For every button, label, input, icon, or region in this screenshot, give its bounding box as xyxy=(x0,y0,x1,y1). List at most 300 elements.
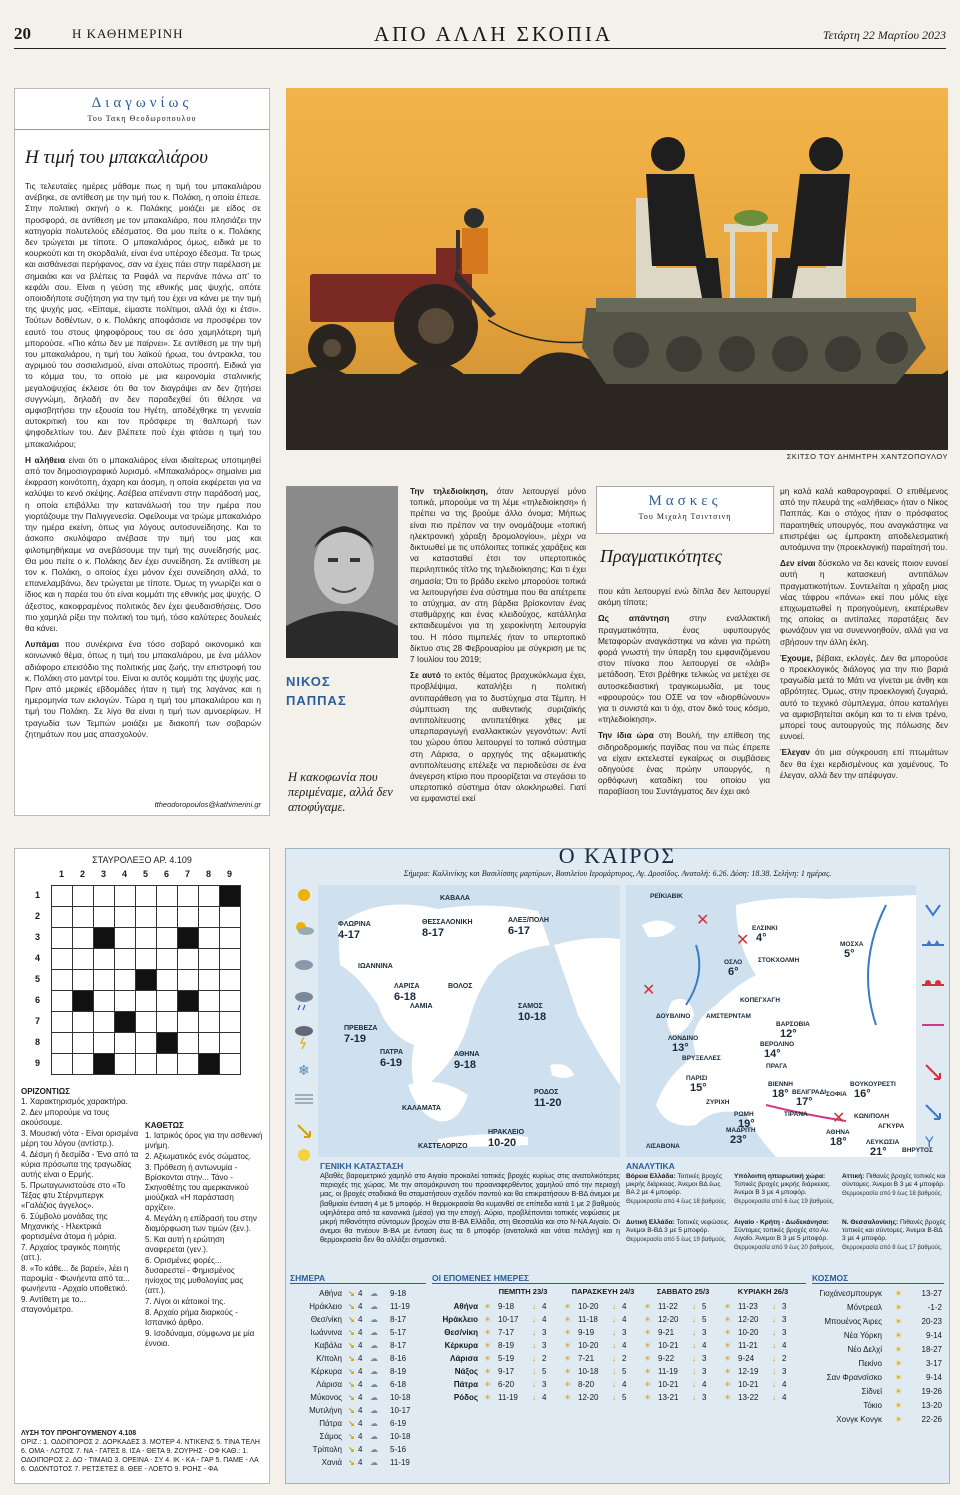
city-temperature: 21° xyxy=(870,1146,887,1158)
wind-arrow-icon: ↓ xyxy=(532,1315,536,1324)
crossword-cell[interactable] xyxy=(156,906,178,928)
crossword-cell[interactable] xyxy=(51,1011,73,1033)
sun-icon: ☀ xyxy=(644,1328,652,1337)
crossword-cell[interactable] xyxy=(114,948,136,970)
wind-force: 4 xyxy=(358,1328,363,1337)
crossword-cell[interactable] xyxy=(198,948,220,970)
cloud-icon: ☁ xyxy=(370,1341,378,1350)
city-temperature: 6° xyxy=(728,966,739,978)
crossword-cell[interactable] xyxy=(135,906,157,928)
day-header: ΚΥΡΙΑΚΗ 26/3 xyxy=(737,1287,789,1296)
crossword-cell[interactable] xyxy=(198,990,220,1012)
crossword-cell[interactable] xyxy=(135,1011,157,1033)
crossword-cell[interactable] xyxy=(156,990,178,1012)
sun-icon: ☀ xyxy=(484,1341,492,1350)
down-title: ΚΑΘΕΤΩΣ xyxy=(145,1121,184,1130)
wind-arrow-icon: ↘ xyxy=(348,1406,355,1415)
page-number: 20 xyxy=(14,24,31,43)
author-last-name: ΠΑΠΠΑΣ xyxy=(286,693,347,708)
temperature: 9-18 xyxy=(498,1302,515,1311)
day-header: ΠΕΜΠΤΗ 23/3 xyxy=(498,1287,548,1296)
region-name: Δυτική Ελλάδα: xyxy=(626,1219,675,1226)
crossword-cell[interactable] xyxy=(114,990,136,1012)
temperature: 9-21 xyxy=(658,1328,675,1337)
crossword-cell[interactable] xyxy=(135,990,157,1012)
city-label: ΑΘΗΝΑ xyxy=(826,1129,850,1136)
temperature: 3-17 xyxy=(925,1359,942,1368)
city-name: Μόντρεαλ xyxy=(846,1303,882,1312)
column-name: Διαγωνίως xyxy=(91,95,193,111)
across-clue: 8. «Το κάθε... δε βαρεί», λέει η παροιμία - Φωνήεντα από τα... φωνήεντα - Αρχαίο υποθετικό. xyxy=(21,1264,130,1293)
city-temperature: 19° xyxy=(738,1118,755,1130)
maskes-body-continued xyxy=(780,486,948,816)
temperature: 6-18 xyxy=(390,1380,407,1389)
across-clue: 3. Μουσική νότα - Είναι ορισμένα μέρη του λόγου (αντίστρ.). xyxy=(21,1129,139,1148)
wind-force: 3 xyxy=(702,1367,707,1376)
europe-map xyxy=(626,885,933,1158)
paragraph: Έχουμε, βέβαια, εκλογές. Δεν θα μπορούσε ο προεκλογικός διάλογος για την πιο βαριά τραγωδία μετά το Μάτι να γίνεται με άνθη και αβρότητες. Όμως, στην προεκλογική ζυγαριά, αυτό το τεχνικό σύμπλεγμα, όπου καταλήγει να αμφισβητείται ακόμη και το τι είναι τρένο, μπορεί τους αυτουργούς της πόλωσης δεν ευνοεί. xyxy=(780,652,948,742)
crossword-cell[interactable] xyxy=(114,1053,136,1075)
wind-force: 3 xyxy=(782,1367,787,1376)
column-number: 3 xyxy=(101,869,107,879)
temperature: 20-23 xyxy=(921,1317,942,1326)
legend-icons xyxy=(290,885,318,1165)
temperature: 7-21 xyxy=(578,1354,595,1363)
column-author: Του Τακη Θεοδωροπουλου xyxy=(87,114,197,123)
section-title: ΑΠΟ ΑΛΛΗ ΣΚΟΠΙΑ xyxy=(374,22,614,46)
paragraph: Την τηλεδιοίκηση, όταν λειτουργεί μόνο τοπικά, μπορούμε να τη λέμε «τηλεδιοίκηση» ή πρέπει να της βρούμε άλλο όνομα; Μήπως είναι πιο πρέπον να την ονομάζουμε «τοπική ηλεκτρονική χάραξη δρομολογίου», μέχρι να δικτυωθεί με τις υπόλοιπες τοπικές χαράξεις και να κατασταθεί έτσι τον υπερτοπικός περιληπτικός τίτλο της τηλεδιοίκησης; Και τι έχει σημασία; Ότι το βράδυ εκείνο μπορούσε τοπικά να λειτουργήσει ένα σύστημα που θα απέτρεπε το ατύχημα, αν στη βάρδια βρίσκονταν ένας σταθμάρχης και ένας κλειδούχος, κατάλληλα εκπαιδευμένοι για τη χειροκίνητη λειτουργία του. Η πόσο πιμπελές ήταν το υπερτοπικό δίκτυο στις 28 Φεβρουαρίου με σύγκριση με τις 7 Ιουλίου του 2019; xyxy=(410,486,586,665)
crossword-cell[interactable] xyxy=(51,885,73,907)
svg-text:✕: ✕ xyxy=(642,980,656,999)
paragraph: Λυπάμαι που συνέκρινα ένα τόσο σοβαρό οικονομικό και κοινωνικό θέμα, όπως η τιμή του μπακαλιάρου, με ένα μάλλον αδιάφορο επεισόδιο της πολιτικής μας ζωής, την επιστροφή του κ. Πολάκη στο μαντρί του. Είναι κι αυτός κομμάτι της ψυχής μας. Πριν από μερικές εβδομάδες ήταν η τιμή της λαγάνας και η ημερομηνία των εκλογών. Τώρα η τιμή του μπακαλιάρου και η τιμή του Πολάκη. Σε λίγο θα είναι η τιμή των αμνοερίφων. Η τραγωδία των Τεμπών μοιάζει με διακοπή των σοβαρών ζητημάτων που μας απασχολούν. xyxy=(25,639,261,739)
crossword-cell[interactable] xyxy=(114,927,136,949)
wind-force: 4 xyxy=(358,1289,363,1298)
sun-icon: ☀ xyxy=(564,1380,572,1389)
temperature: 10-21 xyxy=(658,1380,679,1389)
crossword-cell[interactable] xyxy=(219,1011,241,1033)
sun-icon: ☀ xyxy=(894,1359,902,1368)
cloud-icon: ☁ xyxy=(370,1328,378,1337)
crossword-cell[interactable] xyxy=(114,1032,136,1054)
temperature: 8-19 xyxy=(390,1367,407,1376)
crossword-cell[interactable] xyxy=(51,990,73,1012)
temperature: 8-20 xyxy=(578,1380,595,1389)
crossword-cell[interactable] xyxy=(93,885,115,907)
wind-force: 4 xyxy=(542,1393,547,1402)
wind-force: 2 xyxy=(542,1354,547,1363)
crossword-cell[interactable] xyxy=(177,906,199,928)
sun-icon xyxy=(298,889,310,901)
sun-icon: ☀ xyxy=(724,1315,732,1324)
crossword-cell[interactable] xyxy=(198,1032,220,1054)
temperature: 8-19 xyxy=(498,1341,515,1350)
temperature: 5-17 xyxy=(390,1328,407,1337)
crossword-cell[interactable] xyxy=(93,1032,115,1054)
general-situation xyxy=(320,1161,620,1265)
sun-icon: ☀ xyxy=(894,1317,902,1326)
city-label: ΑΛΕΞ/ΠΟΛΗ xyxy=(508,917,549,924)
temperature: 13-20 xyxy=(921,1401,942,1410)
city-name: Ηράκλειο xyxy=(309,1302,342,1311)
sun-icon: ☀ xyxy=(894,1373,902,1382)
wind-force: 5 xyxy=(622,1367,627,1376)
down-clue: 8. Αρχαίο ρήμα διαρκούς - Ισπανικό άρθρο. xyxy=(145,1308,238,1327)
today-row xyxy=(290,1287,426,1300)
crossword-cell[interactable] xyxy=(198,927,220,949)
city-name: Πάτρα xyxy=(453,1380,478,1389)
row-number: 7 xyxy=(35,1016,41,1026)
temperature: 10-21 xyxy=(658,1341,679,1350)
crossword-cell[interactable] xyxy=(198,1011,220,1033)
crossword-cell[interactable] xyxy=(177,969,199,991)
wind-force: 5 xyxy=(702,1302,707,1311)
city-label: ΛΑΜΙΑ xyxy=(410,1003,433,1010)
general-title: ΓΕΝΙΚΗ ΚΑΤΑΣΤΑΣΗ xyxy=(320,1161,404,1171)
svg-text:❄: ❄ xyxy=(298,1063,310,1079)
wind-arrow-icon: ↓ xyxy=(692,1341,696,1350)
crossword-cell[interactable] xyxy=(93,969,115,991)
crossword-cell[interactable] xyxy=(93,1011,115,1033)
sun-icon: ☀ xyxy=(564,1302,572,1311)
analytic-region xyxy=(626,1219,730,1263)
wind-arrow-icon: ↘ xyxy=(348,1419,355,1428)
row-number: 8 xyxy=(35,1037,41,1047)
row-number: 9 xyxy=(35,1058,41,1068)
crossword-cell[interactable] xyxy=(177,948,199,970)
crossword-cell[interactable] xyxy=(114,969,136,991)
city-name: Νέα Υόρκη xyxy=(843,1331,882,1340)
across-clues xyxy=(21,1097,139,1315)
analytic-forecast xyxy=(626,1161,944,1265)
crossword-cell[interactable] xyxy=(177,1053,199,1075)
today-row xyxy=(290,1378,426,1391)
sun-icon: ☀ xyxy=(724,1328,732,1337)
cloud-icon: ☁ xyxy=(370,1445,378,1454)
crossword-cell[interactable] xyxy=(156,927,178,949)
cloud-icon: ☁ xyxy=(370,1380,378,1389)
crossword-cell[interactable] xyxy=(72,906,94,928)
crossword-cell[interactable] xyxy=(72,1011,94,1033)
front-legend-icons xyxy=(920,885,946,1157)
crossword-cell[interactable] xyxy=(219,1053,241,1075)
city-temperature: 5° xyxy=(844,948,855,960)
wind-force: 4 xyxy=(782,1393,787,1402)
region-temperature: Θερμοκρασία από 4 έως 18 βαθμούς. xyxy=(626,1199,727,1205)
illustration-credit: ΣΚΙΤΣΟ ΤΟΥ ΔΗΜΗΤΡΗ ΧΑΝΤΖΟΠΟΥΛΟΥ xyxy=(786,452,948,461)
wind-force: 4 xyxy=(358,1380,363,1389)
crossword-cell[interactable] xyxy=(177,885,199,907)
today-row xyxy=(290,1391,426,1404)
temperature: 13-22 xyxy=(738,1393,759,1402)
city-label: ΗΡΑΚΛΕΙΟ xyxy=(488,1129,525,1136)
world-row xyxy=(812,1413,944,1427)
article-body xyxy=(25,181,261,786)
sun-icon: ☀ xyxy=(724,1354,732,1363)
down-clue: 5. Και αυτή η ερώτηση αναφερεται (γεν.). xyxy=(145,1235,225,1254)
sun-icon: ☀ xyxy=(724,1393,732,1402)
crossword-cell[interactable] xyxy=(135,885,157,907)
author-email[interactable]: ttheodoropoulos@kathimerini.gr xyxy=(154,800,261,809)
solution-title: ΛΥΣΗ ΤΟΥ ΠΡΟΗΓΟΥΜΕΝΟΥ 4.108 xyxy=(21,1430,137,1437)
wind-arrow-icon: ↓ xyxy=(612,1393,616,1402)
crossword-cell[interactable] xyxy=(156,885,178,907)
crossword-cell[interactable] xyxy=(135,927,157,949)
crossword-cell[interactable] xyxy=(93,990,115,1012)
author-portrait xyxy=(286,486,398,658)
crossword-cell[interactable] xyxy=(219,990,241,1012)
cloud-icon: ☁ xyxy=(370,1315,378,1324)
wind-arrow-icon: ↓ xyxy=(772,1315,776,1324)
sun-icon: ☀ xyxy=(894,1401,902,1410)
row-number: 2 xyxy=(35,911,41,921)
wind-force: 4 xyxy=(782,1380,787,1389)
article-title: Η τιμή του μπακαλιάρου xyxy=(25,147,208,168)
wind-force: 4 xyxy=(358,1393,363,1402)
column-number: 4 xyxy=(122,869,128,879)
temperature: 5-16 xyxy=(390,1445,407,1454)
wind-arrow-icon: ↓ xyxy=(532,1367,536,1376)
city-name: Νέο Δελχί xyxy=(847,1345,882,1354)
wind-arrow-icon: ↘ xyxy=(348,1445,355,1454)
crossword-cell[interactable] xyxy=(51,948,73,970)
region-forecast: Πιθανές βροχές τοπικές και σύντομες. Άνεμοι Β-ΒΔ 3 με 4 μποφόρ. xyxy=(842,1219,946,1242)
world-row xyxy=(812,1385,944,1399)
city-temperature: 9-18 xyxy=(454,1059,477,1071)
crossword-cell[interactable] xyxy=(93,906,115,928)
crossword-cell[interactable] xyxy=(72,969,94,991)
wind-force: 4 xyxy=(542,1315,547,1324)
wind-arrow-icon: ↓ xyxy=(772,1380,776,1389)
wind-arrow-icon: ↓ xyxy=(692,1302,696,1311)
city-temperature: 12° xyxy=(780,1028,797,1040)
city-name: Λάρισα xyxy=(316,1380,342,1389)
moon-icon xyxy=(298,1149,310,1161)
crossword-block xyxy=(177,990,199,1012)
wind-force: 5 xyxy=(542,1367,547,1376)
crossword-cell[interactable] xyxy=(51,906,73,928)
column-number: 1 xyxy=(59,869,65,879)
crossword-grid[interactable] xyxy=(51,885,241,1075)
crossword-cell[interactable] xyxy=(219,948,241,970)
crossword-cell[interactable] xyxy=(135,1032,157,1054)
city-name: Κέρκυρα xyxy=(444,1341,478,1350)
wind-arrow-icon: ↓ xyxy=(692,1328,696,1337)
crossword-cell[interactable] xyxy=(156,1053,178,1075)
crossword-cell[interactable] xyxy=(93,948,115,970)
city-name: Σίδνεϊ xyxy=(861,1387,882,1396)
crossword-cell[interactable] xyxy=(156,969,178,991)
temperature: 6-20 xyxy=(498,1380,515,1389)
city-name: Καβάλα xyxy=(314,1341,342,1350)
crossword-cell[interactable] xyxy=(51,1053,73,1075)
wind-arrow-icon: ↓ xyxy=(772,1354,776,1363)
row-number: 4 xyxy=(35,953,41,963)
temperature: 10-17 xyxy=(498,1315,519,1324)
temperature: 12-20 xyxy=(738,1315,759,1324)
next-day-row xyxy=(432,1391,806,1404)
column-author: Του Μιχαλη Τσιντσινη xyxy=(638,512,732,521)
temperature: 12-20 xyxy=(658,1315,679,1324)
temperature: 10-20 xyxy=(578,1302,599,1311)
crossword-cell[interactable] xyxy=(51,969,73,991)
temperature: 9-24 xyxy=(738,1354,755,1363)
city-name: Μπουένος Άιρες xyxy=(824,1317,882,1326)
next-day-row xyxy=(432,1378,806,1391)
crossword-cell[interactable] xyxy=(72,1053,94,1075)
temperature: 8-17 xyxy=(390,1315,407,1324)
temperature: 19-26 xyxy=(921,1387,942,1396)
sun-icon: ☀ xyxy=(894,1303,902,1312)
day-header: ΠΑΡΑΣΚΕΥΗ 24/3 xyxy=(571,1287,635,1296)
wind-arrow-icon: ↓ xyxy=(612,1315,616,1324)
today-row xyxy=(290,1443,426,1456)
crossword-cell[interactable] xyxy=(198,885,220,907)
next-days-title: ΟΙ ΕΠΟΜΕΝΕΣ ΗΜΕΡΕΣ xyxy=(432,1273,806,1284)
sun-icon: ☀ xyxy=(564,1315,572,1324)
wind-arrow-icon: ↓ xyxy=(532,1354,536,1363)
crossword-cell[interactable] xyxy=(72,927,94,949)
city-name: Πεκίνο xyxy=(858,1359,882,1368)
crossword-cell[interactable] xyxy=(72,885,94,907)
wind-arrow-icon: ↓ xyxy=(772,1341,776,1350)
wind-arrow-icon: ↓ xyxy=(612,1354,616,1363)
wind-arrow-icon: ↘ xyxy=(348,1458,355,1467)
city-name: Σάμος xyxy=(319,1432,342,1441)
crossword-cell[interactable] xyxy=(135,1053,157,1075)
temperature: 10-20 xyxy=(738,1328,759,1337)
region-temperature: Θερμοκρασία από 5 έως 19 βαθμούς. xyxy=(626,1237,727,1243)
across-clue: 7. Αρχαίος τραγικός ποιητής (αττ.). xyxy=(21,1243,121,1262)
today-rows xyxy=(290,1287,426,1469)
world-table xyxy=(812,1273,944,1479)
wind-force: 2 xyxy=(622,1354,627,1363)
svg-text:✕: ✕ xyxy=(736,930,750,949)
wind-force: 3 xyxy=(622,1328,627,1337)
city-label: ΙΩΑΝΝΙΝΑ xyxy=(358,963,393,970)
city-label: ΣΤΟΚΧΟΛΜΗ xyxy=(758,957,800,964)
wind-force: 3 xyxy=(542,1341,547,1350)
city-name: Χονγκ Κονγκ xyxy=(836,1415,882,1424)
crossword-cell[interactable] xyxy=(156,948,178,970)
city-name: Λάρισα xyxy=(450,1354,478,1363)
down-clues xyxy=(145,1131,263,1349)
region-temperature: Θερμοκρασία από 6 έως 19 βαθμούς. xyxy=(734,1199,835,1205)
cloud-icon: ☁ xyxy=(370,1458,378,1467)
city-label: ΒΙΕΝΝΗ xyxy=(768,1081,793,1088)
down-clue: 4. Μεγάλη η επίδρασή του στην διαμόρφωση των τιμών (ξεν.). xyxy=(145,1214,257,1233)
maskes-headline: Πραγματικότητες xyxy=(600,546,722,566)
general-text: Αβαθές βαρομετρικό χαμηλό στο Αιγαίο προκαλεί τοπικές βροχές κυρίως στις ανατολικότερες περιοχές της χώρας. Με την απομάκρυνση του προαναφερθέντος χαμηλού από την περιοχή μας, οι βροχές σταδιακά θα σταματήσουν σχεδόν παντού και θα επικρατήσουν Β-ΒΔ άνεμοι με βαθμιαία ένταση 4 με 5 μποφόρ. Η θερμοκρασία θα κυμανθεί σε επίπεδα κατά 1 με 2 βαθμούς υψηλότερα από τα κανονικά (μέσα) για την εποχή. Αύριο, προβλέπονται τοπικές νεφώσεις με μικρή πιθανότητα σύντομων βροχών στα Β-ΒΑ Ελλάδα, στη Θεσσαλία και στο Ν-ΝΑ Αιγαίο. Οι άνεμοι θα πνέουν Β-ΒΑ με ένταση έως τα 6 μποφόρ (ανατολικά και νότια πελάγη) και η θερμοκρασία δεν θα αλλάξει σημαντικά. xyxy=(320,1171,620,1245)
crossword-cell[interactable] xyxy=(51,927,73,949)
cloud-icon: ☁ xyxy=(370,1289,378,1298)
crossword-cell[interactable] xyxy=(219,969,241,991)
cloud-icon: ☁ xyxy=(370,1393,378,1402)
city-temperature: 18° xyxy=(830,1136,847,1148)
crossword-cell[interactable] xyxy=(198,906,220,928)
crossword-cell[interactable] xyxy=(219,906,241,928)
crossword-cell[interactable] xyxy=(72,948,94,970)
city-label: ΚΑΛΑΜΑΤΑ xyxy=(402,1105,441,1112)
svg-text:✕: ✕ xyxy=(832,1108,846,1127)
city-name: Χανιά xyxy=(321,1458,342,1467)
wind-force: 4 xyxy=(702,1341,707,1350)
crossword-cell[interactable] xyxy=(177,1032,199,1054)
today-row xyxy=(290,1417,426,1430)
wind-arrow-icon: ↘ xyxy=(348,1354,355,1363)
temperature: 9-19 xyxy=(578,1328,595,1337)
region-temperature: Θερμοκρασία από 8 έως 17 βαθμούς. xyxy=(842,1245,943,1251)
city-label: ΛΟΝΔΙΝΟ xyxy=(668,1035,699,1042)
city-temperature: 4-17 xyxy=(338,929,361,941)
today-title: ΣΗΜΕΡΑ xyxy=(290,1273,426,1284)
today-row xyxy=(290,1300,426,1313)
temperature: 9-14 xyxy=(925,1373,942,1382)
wind-force: 4 xyxy=(358,1458,363,1467)
temperature: 11-23 xyxy=(738,1302,758,1311)
crossword-block xyxy=(93,927,115,949)
today-row xyxy=(290,1365,426,1378)
crossword-cell[interactable] xyxy=(219,1032,241,1054)
author-first-name: ΝΙΚΟΣ xyxy=(286,674,331,689)
city-label: ΜΑΔΡΙΤΗ xyxy=(726,1127,756,1134)
wind-force: 4 xyxy=(622,1341,627,1350)
crossword-cell[interactable] xyxy=(198,969,220,991)
wind-arrow-icon: ↘ xyxy=(348,1432,355,1441)
city-label: ΡΩΜΗ xyxy=(734,1111,754,1118)
crossword-cell[interactable] xyxy=(219,927,241,949)
crossword-cell[interactable] xyxy=(177,1011,199,1033)
column-number: 8 xyxy=(206,869,212,879)
city-label: ΚΟΠΕΓΧΑΓΗ xyxy=(740,997,781,1004)
city-name: Σαν Φρανσίσκο xyxy=(826,1373,882,1382)
region-name: Βόρεια Ελλάδα: xyxy=(626,1173,676,1180)
sun-icon: ☀ xyxy=(644,1354,652,1363)
down-clue: 7. Λίγοι οι κάτοικοί της. xyxy=(145,1297,226,1306)
column-name: Μασκες xyxy=(648,493,722,509)
sun-icon: ☀ xyxy=(724,1367,732,1376)
crossword-cell[interactable] xyxy=(114,885,136,907)
crossword-block xyxy=(72,990,94,1012)
crossword-cell[interactable] xyxy=(135,948,157,970)
wind-arrow-icon: ↘ xyxy=(348,1289,355,1298)
crossword-cell[interactable] xyxy=(156,1011,178,1033)
weather-subtitle: Σήμερα: Καλλινίκης και Βασιλίσσης μαρτύρων, Βασιλείου Ιερομάρτυρος, Αγ. Δροσίδος. Ανατολή: 6.26. Δύση: 18.38. Σελήνη: 1 ημέρας. xyxy=(403,869,832,878)
analytic-region xyxy=(842,1219,946,1263)
wind-force: 4 xyxy=(358,1302,363,1311)
city-temperature: 7-19 xyxy=(344,1033,367,1045)
city-name: Αθήνα xyxy=(319,1289,342,1298)
crossword-cell[interactable] xyxy=(114,906,136,928)
sun-icon: ☀ xyxy=(894,1387,902,1396)
city-temperature: 6-18 xyxy=(394,991,417,1003)
today-row xyxy=(290,1456,426,1469)
city-label: ΡΕΪΚΙΑΒΙΚ xyxy=(650,893,683,900)
next-day-row xyxy=(432,1365,806,1378)
world-title: ΚΟΣΜΟΣ xyxy=(812,1273,944,1284)
crossword-cell[interactable] xyxy=(72,1032,94,1054)
wind-arrow-icon: ↓ xyxy=(532,1380,536,1389)
sun-icon: ☀ xyxy=(564,1328,572,1337)
crossword-cell[interactable] xyxy=(51,1032,73,1054)
region-name: Αττική: xyxy=(842,1173,865,1180)
column-number: 9 xyxy=(227,869,233,879)
crossword-block xyxy=(114,1011,136,1033)
sun-icon: ☀ xyxy=(564,1354,572,1363)
sun-icon: ☀ xyxy=(724,1380,732,1389)
cloud-icon xyxy=(295,960,313,970)
wind-force: 4 xyxy=(358,1341,363,1350)
wind-arrow-icon: ↓ xyxy=(532,1393,536,1402)
